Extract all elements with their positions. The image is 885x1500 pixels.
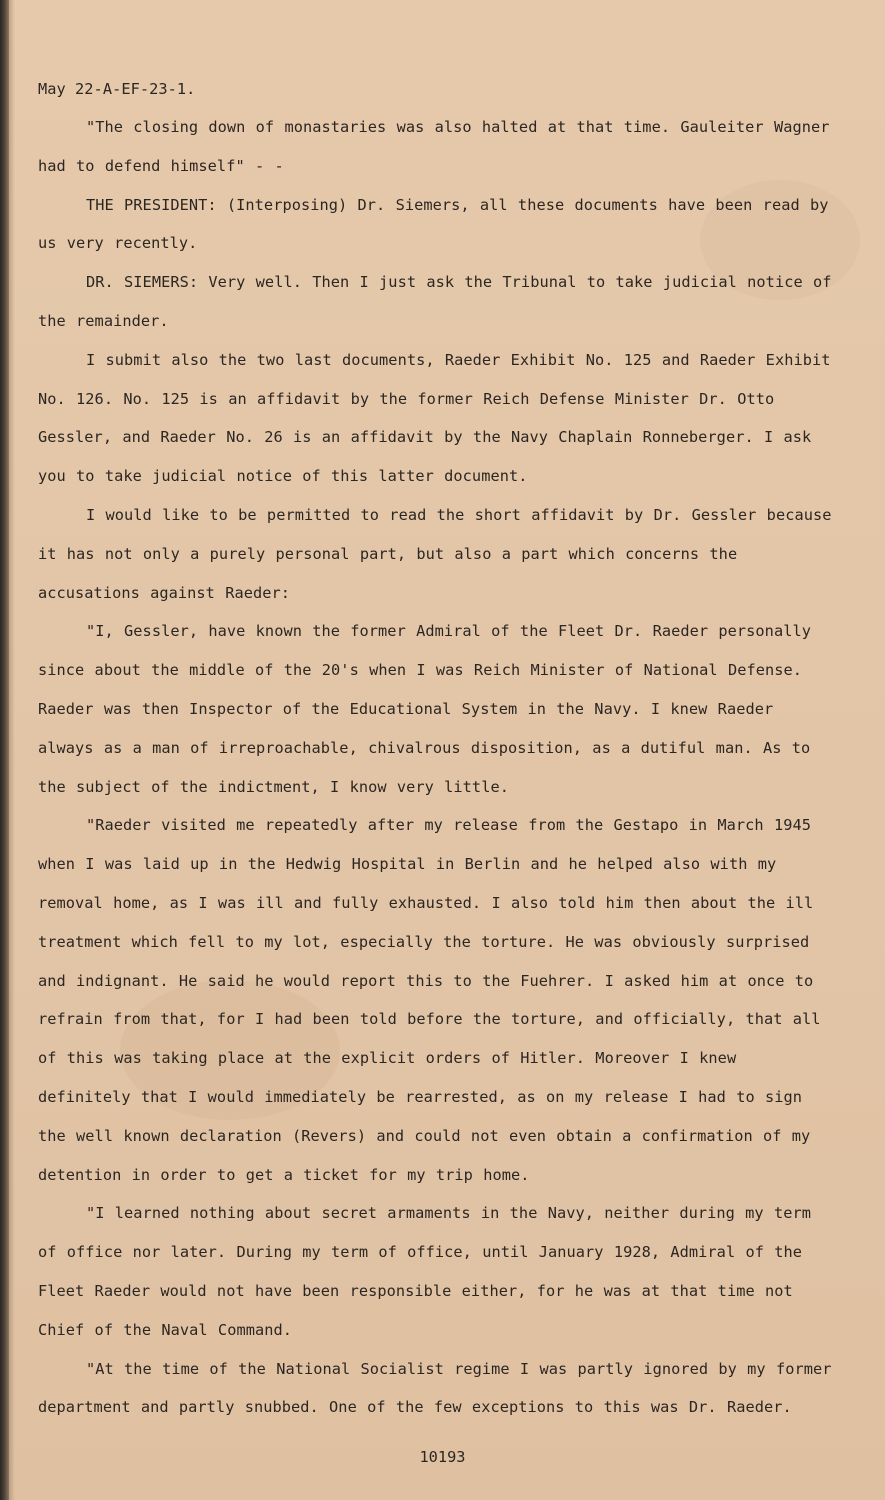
paragraph-5: I would like to be permitted to read the short affidavit by Dr. Gessler because it has not only a purely personal part, but also a part which concerns the accusations against Raeder: [38,505,832,602]
paragraph-8: "I learned nothing about secret armaments in the Navy, neither during my term of office nor later. During my term of office, until January 1928, Admiral of the Fleet Raeder would not have been responsible either, for he was at that time not Chief of the Naval Command. [38,1204,811,1339]
paragraph-9: "At the time of the National Socialist regime I was partly ignored by my former department and partly snubbed. One of the few exceptions to this was Dr. Raeder. [38,1359,832,1417]
paragraph-6: "I, Gessler, have known the former Admiral of the Fleet Dr. Raeder personally since about the middle of the 20's when I was Reich Minister of National Defense. Raeder was then Inspector of the Educational System in the Navy. I knew Raeder always as a man of irreproachable, chivalrous disposition, as a dutiful man. As to the subject of the indictment, I know very little. [38,622,811,796]
page-number: 10193 [419,1448,466,1466]
paragraph-3: DR. SIEMERS: Very well. Then I just ask the Tribunal to take judicial notice of the remainder. [38,273,832,330]
paragraph-1: "The closing down of monastaries was also halted at that time. Gauleiter Wagner had to defend himself" - - [38,118,830,175]
paragraph-7: "Raeder visited me repeatedly after my release from the Gestapo in March 1945 when I was laid up in the Hedwig Hospital in Berlin and he helped also with my removal home, as I was ill and fully exhausted. I also told him then about the ill treatment which fell to my lot, especially the torture. He was obviously surprised and indignant. He said he would report this to the Fuehrer. I asked him at once to refrain from that, for I had been told before the torture, and officially, that all of this was taking place at the explicit orders of Hitler. Moreover I knew definitely that I would immediately be rearrested, as on my release I had to sign the well known declaration (Revers) and could not even obtain a confirmation of my detention in order to get a ticket for my trip home. [38,816,821,1184]
paragraph-2: THE PRESIDENT: (Interposing) Dr. Siemers, all these documents have been read by us very recently. [38,195,829,253]
document-header: May 22-A-EF-23-1. [38,80,196,98]
paragraph-4: I submit also the two last documents, Raeder Exhibit No. 125 and Raeder Exhibit No. 126. No. 125 is an affidavit by the former Reich Defense Minister Dr. Otto Gessler, and Raeder No. 26 is an affidavit by the Navy Chaplain Ronneberger. I ask you to take judicial notice of this latter document. [38,350,831,486]
typed-page [38,70,838,1427]
paper-left-edge [0,0,9,1500]
